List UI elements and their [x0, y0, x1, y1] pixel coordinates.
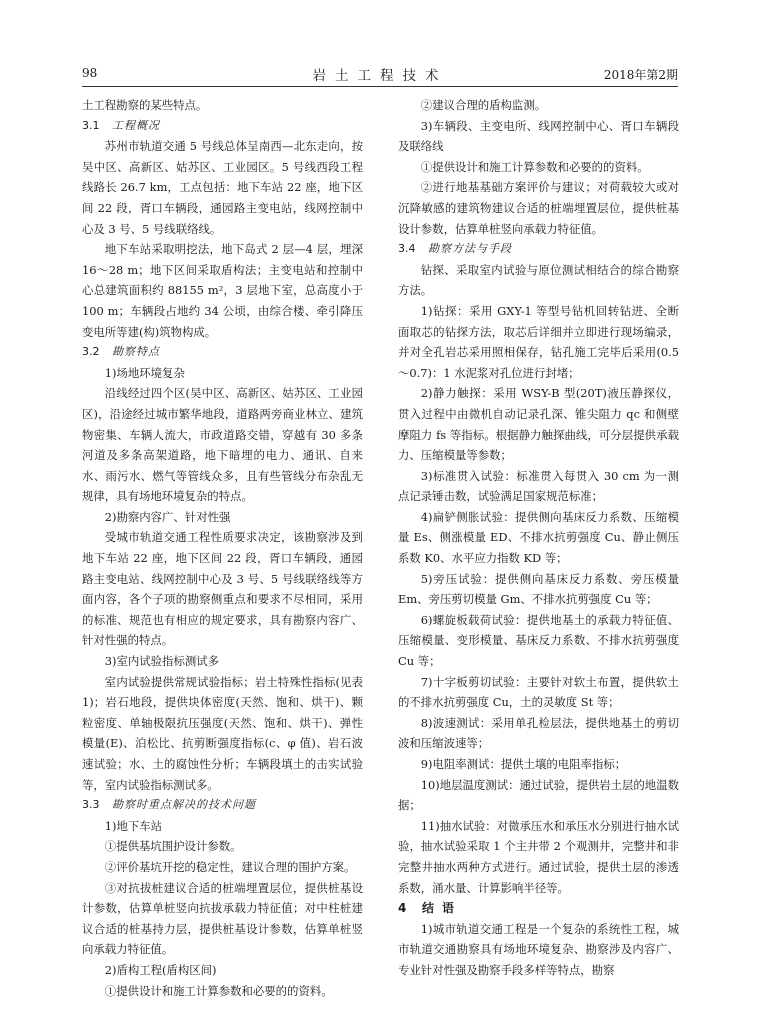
paragraph: 11)抽水试验：对微承压水和承压水分别进行抽水试验，抽水试验采取 1 个主井带 2 个观测井，完整井和非完整井抽水两种方式进行。通过试验，提供土层的渗透系数，涌水量、计算影响半径等。 [398, 818, 679, 895]
paragraph: 1)场地环境复杂 [104, 365, 185, 380]
chapter-heading [398, 898, 679, 919]
section-heading [398, 239, 679, 260]
paragraph: 3)车辆段、主变电所、线网控制中心、胥口车辆段及联络线 [398, 118, 679, 154]
heading-title: 勘察方法与手段 [428, 242, 512, 256]
paragraph: 2)勘察内容广、针对性强 [104, 509, 231, 524]
paragraph: ②建议合理的盾构监测。 [420, 98, 547, 112]
paragraph: 8)波速测试：采用单孔检层法，提供地基土的剪切波和压缩波速等； [398, 715, 679, 751]
paragraph: 4)扁铲侧胀试验：提供侧向基床反力系数、压缩模量 Es、侧涨模量 ED、不排水抗剪强度 Cu、静止侧压系数 K0、水平应力指数 KD 等； [398, 509, 679, 566]
paragraph: 土工程勘察的某些特点。 [82, 98, 208, 112]
paragraph: 钻探、采取室内试验与原位测试相结合的综合勘察方法。 [398, 262, 679, 298]
paragraph: 受城市轨道交通工程性质要求决定，该勘察涉及到地下车站 22 座，地下区间 22 段，胥口车辆段，通园路主变电站、线网控制中心及 3 号、5 号线联络线等方面内容，各个子项的勘察侧重点和要求不尽相同，采用的标准、规范也有相应的规定要求，具有勘察内容广、针对性强的特点。 [82, 530, 363, 648]
right-column [398, 95, 679, 981]
paragraph: 9)电阻率测试：提供土壤的电阻率指标； [420, 757, 627, 771]
paragraph: 1)地下车站 [104, 818, 163, 833]
paragraph: 3)室内试验指标测试多 [104, 654, 220, 669]
running-header [82, 64, 678, 87]
journal-title: 岩土工程技术 [312, 68, 448, 84]
heading-number: 3.2 [82, 345, 100, 359]
paragraph: 1)城市轨道交通工程是一个复杂的系统性工程，城市轨道交通勘察具有场地环境复杂、勘察涉及内容广、专业针对性强及勘察手段多样等特点，勘察 [398, 921, 679, 977]
heading-title: 工程概况 [112, 118, 160, 132]
paragraph: 3)标准贯入试验：标准贯入每贯入 30 cm 为一测点记录锤击数，试验满足国家规范标准； [398, 468, 679, 504]
section-heading [82, 342, 363, 363]
paragraph: ①提供设计和施工计算参数和必要的的资料。 [104, 983, 333, 998]
paragraph: ①提供基坑围护设计参数。 [104, 839, 242, 854]
paragraph: 苏州市轨道交通 5 号线总体呈南西—北东走向，按吴中区、高新区、姑苏区、工业园区。5 号线西段工程线路长 26.7 km，工点包括：地下车站 22 座，地下区间 22 段，胥口车辆段，通园路主变电站，线网控制中心及 3 号、5 号线联络线。 [82, 139, 363, 236]
paragraph: 1)钻探：采用 GXY-1 等型号钻机回转钻进、全断面取芯的钻探方法，取芯后详细并立即进行现场编录，并对全孔岩芯采用照相保存，钻孔施工完毕后采用(0.5～0.7)：1 水泥浆对孔位进行封堵； [398, 303, 679, 380]
paragraph: 2)静力触探：采用 WSY-B 型(20T)液压静探仪，贯入过程中由微机自动记录孔深、锥尖阻力 qc 和侧壁摩阻力 fs 等指标。根据静力触探曲线，可分层提供承载力、压缩模量等参数； [398, 386, 679, 463]
page-number: 98 [82, 66, 98, 80]
heading-number: 3.4 [398, 242, 416, 256]
heading-number: 4 [398, 901, 407, 916]
paragraph: ①提供设计和施工计算参数和必要的的资料。 [420, 159, 649, 174]
heading-number: 3.1 [82, 118, 100, 132]
paragraph: ③对抗拔桩建议合适的桩端埋置层位，提供桩基设计参数，估算单桩竖向抗拔承载力特征值；对中柱桩建议合适的桩基持力层，提供桩基设计参数，估算单桩竖向承载力特征值。 [82, 880, 363, 957]
paragraph: ②评价基坑开挖的稳定性，建议合理的围护方案。 [104, 859, 356, 874]
heading-title: 勘察特点 [112, 345, 160, 359]
issue-label: 2018年第2期 [603, 68, 678, 82]
paragraph: 6)螺旋板载荷试验：提供地基土的承载力特征值、压缩模量、变形模量、基床反力系数、不排水抗剪强度 Cu 等； [398, 612, 679, 669]
heading-number: 3.3 [82, 798, 100, 812]
paragraph: 5)旁压试验：提供侧向基床反力系数、旁压模量 Em、旁压剪切模量 Gm、不排水抗剪强度 Cu 等； [398, 571, 679, 607]
paragraph: 地下车站采取明挖法，地下岛式 2 层—4 层，埋深 16～28 m；地下区间采取盾构法；主变电站和控制中心总建筑面积约 88155 m²，3 层地下室，总高度小于 100 m；车辆段占地约 34 公顷，由综合楼、牵引降压变电所等建(构)筑物构成。 [82, 242, 363, 339]
paragraph: 室内试验提供常规试验指标；岩土特殊性指标(见表 1)；岩石地段，提供块体密度(天然、饱和、烘干)、颗粒密度、单轴极限抗压强度(天然、饱和、烘干)、弹性模量(E)、泊松比、抗剪断强度指标(c、φ 值)、岩石波速试验；水、土的腐蚀性分析；车辆段填土的击实试验等，室内试验指标测试多。 [82, 674, 363, 792]
left-column [82, 95, 363, 1001]
paragraph: 7)十字板剪切试验：主要针对软土布置，提供软土的不排水抗剪强度 Cu，土的灵敏度 St 等； [398, 674, 679, 710]
paragraph: 10)地层温度测试：通过试验，提供岩土层的地温数据； [398, 777, 679, 813]
paragraph: ②进行地基基础方案评价与建议；对荷载较大或对沉降敏感的建筑物建议合适的桩端埋置层位，提供桩基设计参数，估算单桩竖向承载力特征值。 [398, 180, 679, 236]
section-heading [82, 795, 363, 816]
paragraph: 沿线经过四个区(吴中区、高新区、姑苏区、工业园区)，沿途经过城市繁华地段，道路两旁商业林立、建筑物密集、车辆人流大，市政道路交错，穿越有 30 多条河道及多条高架道路，地下暗埋的电力、通讯、自来水、雨污水、燃气等管线众多，且有些管线分布杂乱无规律，具有场地环境复杂的特点。 [82, 386, 363, 504]
heading-title: 勘察时重点解决的技术问题 [112, 798, 256, 812]
section-heading [82, 116, 363, 137]
heading-title: 结语 [422, 901, 463, 916]
paragraph: 2)盾构工程(盾构区间) [104, 962, 217, 977]
